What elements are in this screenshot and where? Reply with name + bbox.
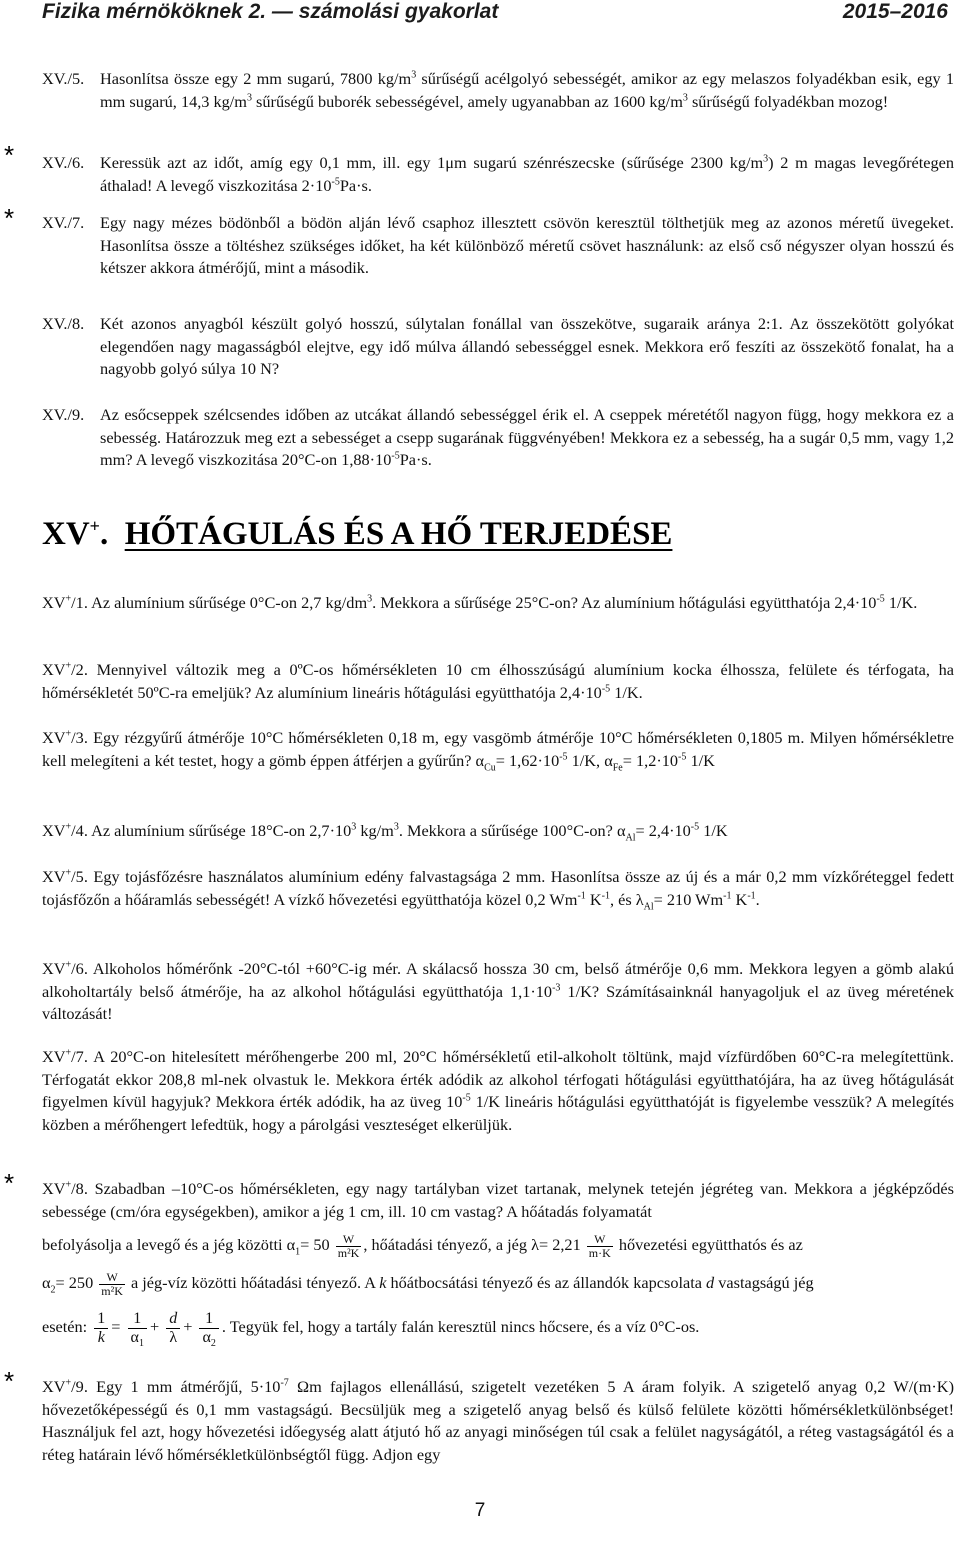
superscript: -1 (577, 890, 586, 902)
problem-xvplus-4 (42, 820, 954, 843)
fraction-denominator: k (97, 1328, 105, 1346)
superscript: -5 (331, 176, 340, 188)
superscript: -1 (601, 890, 610, 902)
title-superscript: + (89, 516, 100, 536)
problem-xv-9 (42, 404, 954, 472)
problem-text: Hasonlítsa össze egy 2 mm sugarú, 7800 kg/m (100, 69, 412, 88)
problem-text: . (755, 889, 760, 909)
problem-number: /5. (71, 867, 88, 886)
problem-number: /2. (71, 660, 88, 679)
superscript: 3 (393, 821, 399, 833)
problem-number: XV./5. (42, 69, 85, 88)
title-prefix: XV (42, 516, 90, 552)
fraction-numerator: 1 (94, 1310, 108, 1329)
header-title: Fizika mérnököknek 2. — számolási gyakorlat (42, 0, 499, 23)
problem-number: /6. (71, 959, 88, 978)
problem-text: Mennyivel változik meg a 0ºC-os hőmérsékleten 10 cm élhosszúságú alumínium kocka élhossza, felülete és térfogata, ha hőmérsékletét 50ºC-ra emeljük? Az alumínium lineáris hőtágulási együtthatója 2,4·10 (42, 660, 955, 702)
problem-text: = 1,62·10 (495, 750, 560, 770)
fraction-numerator: d (166, 1310, 180, 1329)
subscript: 2 (210, 1337, 216, 1349)
problem-xv-8 (42, 313, 954, 381)
problem-text: hőátbocsátási tényező és az állandók kapcsolata (386, 1273, 707, 1292)
problem-text: Alkoholos hőmérőnk -20°C-tól +60°C-ig mér. A skálacső hossza 30 cm, belső átmérője 0,6 mm. Mekkora legyen a gömb alakú alkoholtartály belső átmérője, ha az alkohol hőtágulási együtthatója 1,1·10 (42, 959, 954, 1001)
subscript: Cu (484, 761, 496, 773)
star-marker: * (4, 203, 15, 233)
problem-text: Egy nagy mézes bödönből a bödön alján lévő csaphoz illesztett csövön keresztül tölthetjük meg az azonos méretű üvegeket. Hasonlítsa össze a töltéshez szükséges időket, ha két különböző méretű csövet használunk: az első cső négyszer olyan hosszú és kétszer akkora átmérőjű, mint a második. (100, 213, 954, 278)
problem-text: kg/m (356, 821, 394, 840)
superscript: + (65, 593, 72, 605)
problem-text: Egy 1 mm átmérőjű, 5·10 (96, 1377, 281, 1396)
problem-number: XV./7. (42, 213, 85, 232)
formula-fraction (128, 1310, 147, 1347)
problem-text: 1/K? Számításainknál hanyagoljuk el az üveg méretének változását! (42, 981, 955, 1024)
problem-text: , és λ (609, 889, 644, 909)
superscript: + (65, 1377, 72, 1389)
problem-text: 1/K. (610, 682, 643, 702)
problem-number: /3. (71, 728, 88, 747)
problem-text: vastagságú jég (714, 1273, 814, 1292)
formula-fraction (94, 1310, 108, 1347)
formula-fraction (166, 1310, 180, 1347)
superscript: 3 (682, 92, 688, 104)
alpha-symbol: α (202, 1328, 211, 1346)
section-title (42, 516, 672, 553)
variable-d: d (706, 1273, 715, 1292)
superscript: 3 (246, 92, 252, 104)
problem-text: A 20°C-on hitelesített mérőhengerbe 200 ml, 20°C hőmérsékletű etil-alkoholt töltünk, majd vízfürdőben 60°C-ra melegítettünk. Térfogatát ekkor 208,8 ml-nek olvastuk le. Mekkora érték adódik az alkohol térfogati hőtágulási együtthatójára, ha az üveg hőtágulását figyelmen kívül hagyjuk? Mekkora érték adódik, ha az üveg 10 (42, 1047, 955, 1112)
problem-xvplus-8-line3 (42, 1270, 954, 1298)
problem-text: 1/K. (884, 593, 918, 612)
problem-text: K (731, 889, 748, 909)
problem-number: XV (42, 1047, 66, 1066)
problem-number: /1. (71, 593, 88, 612)
problem-number: XV (42, 959, 66, 978)
problem-text: Az alumínium sűrűsége 18°C-on 2,7·10 (91, 821, 352, 840)
problem-number: /8. (71, 1179, 88, 1198)
fraction-denominator: λ (169, 1328, 178, 1346)
problem-text: Keressük azt az időt, amíg egy 0,1 mm, ill. egy 1μm sugarú szénrészecske (sűrűsége 2300 kg/m (100, 153, 764, 172)
fraction-numerator: W (587, 1233, 613, 1247)
superscript: 3 (763, 153, 769, 165)
superscript: 3 (367, 593, 373, 605)
problem-xvplus-6 (42, 958, 954, 1026)
superscript: -5 (391, 450, 400, 462)
problem-text: Pa·s. (339, 175, 372, 195)
problem-number: XV (42, 593, 66, 612)
problem-number: XV (42, 867, 66, 886)
problem-xvplus-1 (42, 592, 954, 615)
page-number: 7 (474, 1500, 486, 1521)
problem-text: = 210 Wm (653, 889, 724, 909)
star-marker: * (4, 140, 15, 170)
problem-text: sűrűségű acélgolyó sebességét, amikor az egy melaszos folyadékban esik, egy 1 mm sugarú, 14,3 kg/m (100, 69, 954, 111)
plus-sign: + (183, 1317, 193, 1336)
problem-number: XV./6. (42, 153, 85, 172)
unit-fraction (587, 1233, 613, 1260)
subscript: 1 (138, 1337, 144, 1349)
problem-text: = 250 (55, 1273, 94, 1292)
fraction-denominator: m·K (588, 1245, 611, 1260)
problem-xvplus-9 (42, 1376, 954, 1466)
problem-text: esetén: (42, 1317, 88, 1336)
superscript: -5 (690, 821, 700, 833)
subscript: 1 (295, 1246, 301, 1258)
superscript: -5 (559, 751, 568, 763)
unit-fraction (99, 1271, 125, 1298)
problem-xvplus-5 (42, 866, 954, 911)
title-dot: . (99, 516, 109, 552)
problem-number: XV (42, 1377, 66, 1396)
fraction-denominator (199, 1329, 218, 1347)
fraction-denominator (128, 1329, 147, 1347)
fraction-numerator: 1 (199, 1310, 218, 1329)
problem-text: = 50 (300, 1235, 330, 1254)
superscript: -5 (678, 751, 687, 763)
subscript: 2 (50, 1284, 56, 1296)
problem-text: Egy tojásfőzésre használatos alumínium edény falvastagsága 2 mm. Hasonlítsa össze az új és a már 0,2 mm vízkőréteggel fedett tojásfőzőn a hőáramlás sebességét! A vízkő hővezetési együtthatója közel 0,2 Wm (42, 867, 954, 909)
problem-number: XV (42, 821, 66, 840)
fraction-denominator: m²K (101, 1283, 123, 1298)
problem-xv-5 (42, 68, 954, 113)
superscript: -5 (601, 683, 611, 695)
superscript: 3 (411, 69, 417, 81)
variable-k: k (379, 1273, 387, 1292)
problem-text: Az alumínium sűrűsége 0°C-on 2,7 kg/dm (91, 593, 368, 612)
superscript: + (65, 959, 72, 971)
problem-text: . Tegyük fel, hogy a tartály falán keresztül nincs hőcsere, és a víz 0°C-os. (221, 1317, 700, 1336)
problem-text: 1/K, α (567, 750, 613, 770)
superscript: -5 (462, 1092, 471, 1104)
problem-text: hővezetési együtthatós és az (614, 1235, 803, 1254)
problem-text: Ωm fajlagos ellenállású, szigetelt vezetéken 5 A áram folyik. A szigetelő anyag 0,2 W/(m·K) hővezetőképességű és 0,1 mm vastagságú. Becsüljük meg a szigetelő anyag belső és külső felülete közötti hőmérsékletkülönbséget! Használjuk fel azt, hogy hővezetési időegység alatt átjutó hő az anyagi minőségen túl csak a felület nagyságától, a réteg vastagságától és a réteg határain lévő hőmérsékletkülönbségtől függ. Adjon egy (42, 1377, 954, 1464)
superscript: -1 (723, 890, 732, 902)
formula-fraction (199, 1310, 218, 1347)
superscript: -7 (280, 1377, 289, 1389)
problem-number: XV (42, 728, 66, 747)
header-year: 2015–2016 (842, 0, 948, 23)
problem-number: XV (42, 1179, 66, 1198)
star-marker: * (4, 1366, 15, 1396)
problem-text: a jég-víz közötti hőátadási tényező. A (126, 1273, 380, 1292)
problem-text: = 2,4·10 (635, 821, 691, 840)
problem-text: . Mekkora a sűrűsége 25°C-on? Az alumínium hőtágulási együtthatója 2,4·10 (372, 593, 877, 612)
problem-text: = 1,2·10 (622, 750, 679, 770)
problem-text: befolyásolja a levegő és a jég közötti α (42, 1235, 296, 1254)
page-header (42, 0, 948, 26)
problem-xvplus-8-formula (42, 1305, 954, 1349)
superscript: -1 (747, 890, 756, 902)
problem-text: K (585, 889, 602, 909)
problem-number: XV (42, 660, 66, 679)
problem-text: α (42, 1273, 51, 1292)
problem-text: ) 2 m magas levegőrétegen áthalad! A levegő viszkozitása 2·10 (100, 153, 954, 195)
problem-text: Két azonos anyagból készült golyó hosszú, súlytalan fonállal van összekötve, sugaraik aránya 2:1. Az összekötött golyókat elegendően nagy magasságból elejtve, egy idő múlva állandó sebességgel esnek. Mekkora erő feszíti az összekötő fonalat, ha a nagyobb golyó súlya 10 N? (100, 314, 954, 379)
fraction-numerator: W (99, 1271, 125, 1285)
problem-text: Szabadban –10°C-os hőmérsékleten, egy nagy tartályban vizet tartanak, melynek tetején jégréteg van. Mekkora a jégképződés sebessége (cm/óra egységekben), amikor a jég 1 cm, ill. 10 cm vastag? A hőátadás folyamatát (42, 1179, 954, 1221)
problem-text: , hőátadási tényező, a jég λ= 2,21 (363, 1235, 581, 1254)
superscript: 3 (351, 821, 357, 833)
superscript: + (65, 728, 72, 740)
problem-xvplus-7 (42, 1046, 954, 1136)
fraction-denominator: m²K (337, 1245, 360, 1260)
problem-text: 1/K lineáris hőtágulási együtthatóját is figyelembe vesszük? A melegítés közben a mérőhengert lefedtük, hogy a párolgási veszteséget elkerüljük. (42, 1092, 954, 1134)
star-marker: * (4, 1168, 15, 1198)
subscript: Al (643, 900, 654, 912)
fraction-numerator: 1 (128, 1310, 147, 1329)
problem-xvplus-3 (42, 727, 954, 772)
problem-xv-7 (42, 212, 954, 280)
problem-text: Pa·s. (399, 450, 432, 470)
problem-number: /7. (71, 1047, 88, 1066)
problem-number: /4. (71, 821, 88, 840)
problem-text: sűrűségű buborék sebességével, amely ugyanabban az 1600 kg/m (251, 91, 683, 111)
problem-number: XV./8. (42, 314, 85, 333)
problem-text: . Mekkora a sűrűsége 100°C-on? α (398, 821, 626, 840)
subscript: Al (625, 832, 636, 844)
problem-number: XV./9. (42, 405, 85, 424)
fraction-numerator: W (336, 1233, 362, 1247)
unit-fraction (336, 1233, 362, 1260)
problem-number: /9. (71, 1377, 88, 1396)
problem-xvplus-2 (42, 659, 954, 704)
problem-xvplus-8 (42, 1178, 954, 1223)
problem-xv-6 (42, 152, 954, 197)
superscript: + (65, 867, 72, 879)
subscript: Fe (612, 761, 623, 773)
problem-text: Az esőcseppek szélcsendes időben az utcákat állandó sebességgel érik el. A cseppek méretétől nagyon függ, hogy mekkora ez a sebesség. Határozzuk meg ezt a sebességet a csepp sugarának függvényében! Mekkora ez a sebesség, ha a sugár 0,5 mm, vagy 1,2 mm? A levegő viszkozitása 20°C-on 1,88·10 (100, 405, 954, 470)
superscript: + (65, 821, 72, 833)
equals-sign: = (111, 1317, 121, 1336)
alpha-symbol: α (130, 1328, 139, 1346)
problem-text: Egy rézgyűrű átmérője 10°C hőmérsékleten 0,18 m, egy vasgömb átmérője 10°C hőmérsékleten 0,1805 m. Milyen hőmérsékletre kell melegíteni a két testet, hogy a gömb éppen átférjen a gyűrűn? α (42, 728, 954, 770)
superscript: -5 (876, 593, 885, 605)
problem-text: 1/K (699, 821, 728, 840)
problem-text: sűrűségű folyadékban mozog! (687, 91, 889, 111)
title-main: HŐTÁGULÁS ÉS A HŐ TERJEDÉSE (124, 516, 673, 552)
problem-text: 1/K (686, 750, 715, 770)
superscript: + (65, 1179, 72, 1191)
problem-xvplus-8-line2 (42, 1232, 954, 1260)
plus-sign: + (149, 1317, 160, 1336)
superscript: + (65, 1047, 72, 1059)
superscript: -3 (552, 982, 561, 994)
superscript: + (65, 660, 72, 672)
